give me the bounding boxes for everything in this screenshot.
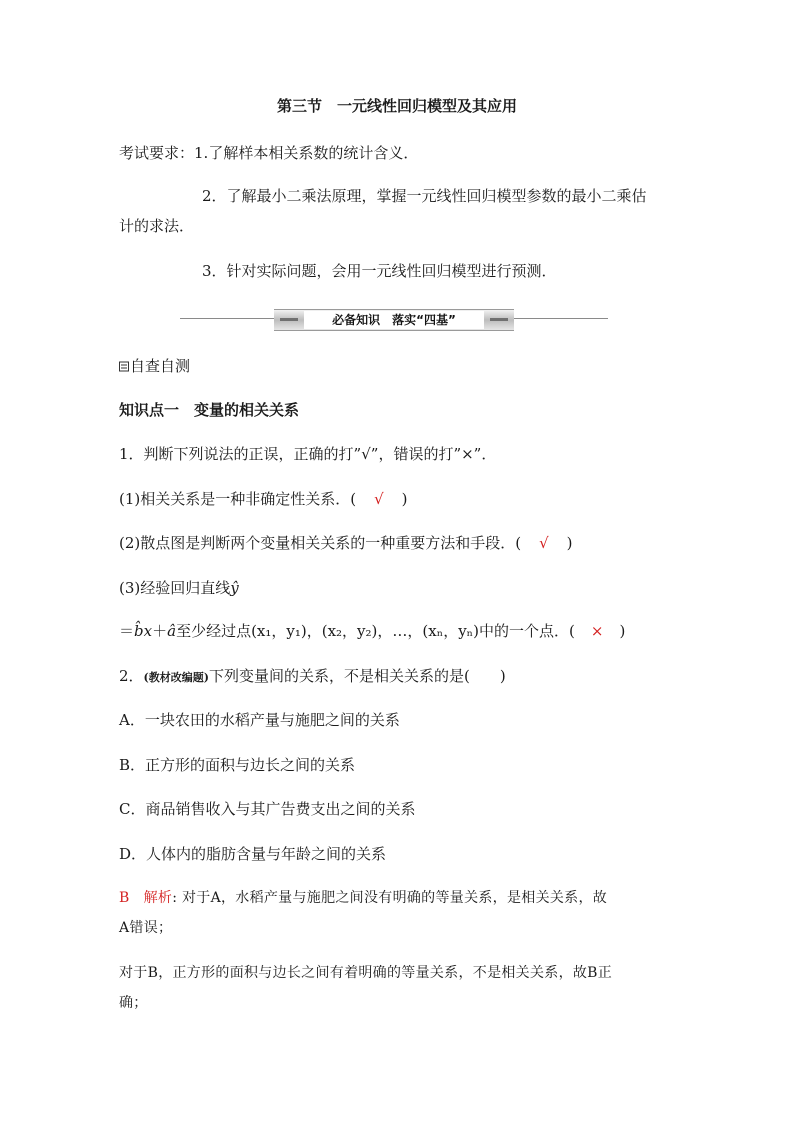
q2-option-c: C．商品销售收入与其广告费支出之间的关系 [119,800,416,818]
solution-line-3: 对于B，正方形的面积与边长之间有着明确的等量关系，不是相关关系，故B正 [119,965,613,981]
q2-source-tag: (教材改编题) [143,671,209,684]
q1-s3-mark: × [590,622,604,640]
q1-statement-3-cont [119,621,625,641]
q1-s3-rest: 至少经过点(x₁，y₁)，(x₂，y₂)，…，(xₙ，yₙ)中的一个点．( [176,622,575,640]
section-heading [119,356,190,376]
requirement-item-1: 1.了解样本相关系数的统计含义． [194,144,419,162]
q1-s3-plus: ＋ [152,622,168,640]
banner-text: 必备知识 落实“四基” [304,311,484,329]
knowledge-point-heading: 知识点一 变量的相关关系 [119,401,300,419]
q1-statement-1 [119,489,408,509]
requirement-item-2: 2．了解最小二乘法原理，掌握一元线性回归模型参数的最小二乘估 [202,187,647,205]
q1-s1-mark: √ [374,490,384,508]
banner-dash-right [490,318,508,321]
solution-label: 解析 [143,890,173,906]
banner-box [274,309,514,331]
q1-s3-bhat: b̂ [134,622,144,640]
q1-s1-close: ) [401,490,408,508]
exam-requirements-line1 [119,143,418,163]
q2-stem [119,666,506,688]
q1-s3-ahat: â [167,622,177,640]
q1-s1-text: (1)相关关系是一种非确定性关系．( [119,490,357,508]
requirement-item-3: 3．针对实际问题，会用一元线性回归模型进行预测． [202,262,557,280]
q2-option-d: D．人体内的脂肪含量与年龄之间的关系 [119,845,387,863]
solution-line-1 [119,888,607,908]
banner-rule-right [514,318,608,319]
q1-statement-3 [119,578,239,598]
banner-dash-left [280,318,298,321]
solution-answer: B [119,890,130,906]
solution-line-2: A错误； [119,920,173,936]
q1-s3-yhat: ŷ [230,579,239,597]
requirements-label: 考试要求： [119,144,195,162]
section-title: 自查自测 [130,357,191,375]
section-marker-icon [119,357,129,368]
section-banner [180,309,608,329]
q1-s2-text: (2)散点图是判断两个变量相关关系的一种重要方法和手段．( [119,534,522,552]
requirement-item-2-cont: 计的求法． [119,217,195,235]
q1-statement-2 [119,533,573,553]
page-title: 第三节 一元线性回归模型及其应用 [276,97,517,115]
q1-s3-close: ) [619,622,626,640]
q2-number: 2． [119,667,144,685]
q1-s2-mark: √ [539,534,549,552]
solution-line-4: 确； [119,995,148,1011]
q2-stem-text: 下列变量间的关系，不是相关关系的是( ) [208,667,506,685]
q1-s2-close: ) [566,534,573,552]
q2-option-a: A．一块农田的水稻产量与施肥之间的关系 [119,711,400,729]
q1-s3-eq: ＝ [119,622,135,640]
q2-option-b: B．正方形的面积与边长之间的关系 [119,756,356,774]
q1-s3-x: x [143,622,153,640]
solution-text-1: : 对于A，水稻产量与施肥之间没有明确的等量关系，是相关关系，故 [172,890,608,906]
q1-stem: 1．判断下列说法的正误，正确的打”√”，错误的打”×”． [119,445,497,463]
q1-s3-text: (3)经验回归直线 [119,579,231,597]
banner-rule-left [180,318,274,319]
